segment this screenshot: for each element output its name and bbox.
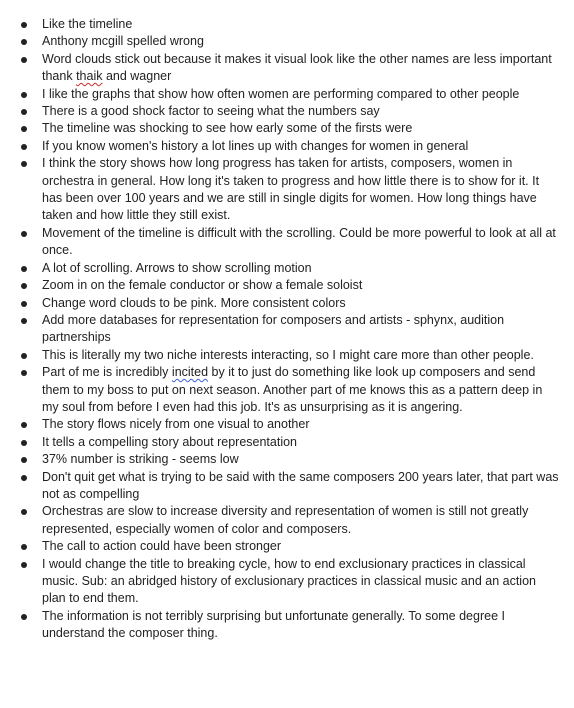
list-item xyxy=(0,416,560,433)
list-item-text: Don't quit get what is trying to be said with the same composers 200 years later, that part was not as compelling xyxy=(42,469,559,501)
list-item xyxy=(0,312,560,347)
list-item xyxy=(0,155,560,225)
bullet-icon xyxy=(21,318,27,324)
list-item-text: This is literally my two niche interests interacting, so I might care more than other people. xyxy=(42,347,534,362)
list-item xyxy=(0,364,560,416)
list-item-text: Change word clouds to be pink. More consistent colors xyxy=(42,295,346,310)
bullet-icon xyxy=(21,562,27,568)
bullet-icon xyxy=(21,422,27,428)
list-item-text: The call to action could have been stronger xyxy=(42,539,282,554)
bullet-icon xyxy=(21,39,27,45)
list-item xyxy=(0,503,560,538)
list-item xyxy=(0,86,560,103)
list-item xyxy=(0,295,560,312)
bullet-icon xyxy=(21,440,27,446)
bullet-icon xyxy=(21,161,27,167)
list-item-text: The story flows nicely from one visual to another xyxy=(42,417,310,432)
list-item xyxy=(0,16,560,33)
bullet-icon xyxy=(21,370,27,376)
bullet-icon xyxy=(21,283,27,289)
bullet-icon xyxy=(21,231,27,237)
list-item-text: It tells a compelling story about representation xyxy=(42,434,297,449)
list-item-text: The timeline was shocking to see how early some of the firsts were xyxy=(42,121,413,136)
bullet-icon xyxy=(21,109,27,115)
list-item xyxy=(0,451,560,468)
list-item-text: Zoom in on the female conductor or show a female soloist xyxy=(42,278,363,293)
list-item-text: There is a good shock factor to seeing what the numbers say xyxy=(42,104,380,119)
list-item xyxy=(0,225,560,260)
list-item-text: I think the story shows how long progress has taken for artists, composers, women in orchestra in general. How long it's taken to progress and how little there is to show for it. It has been over 100 years and we are still in single digits for women. How long things have taken and how little they still exist. xyxy=(42,156,540,223)
list-item xyxy=(0,33,560,50)
list-item-text: If you know women's history a lot lines up with changes for women in general xyxy=(42,138,469,153)
list-item xyxy=(0,260,560,277)
bullet-icon xyxy=(21,301,27,307)
bullet-icon xyxy=(21,544,27,550)
list-item-text: Word clouds stick out because it makes it visual look like the other names are less important thank thaik and wagner xyxy=(42,51,552,84)
list-item-text: Add more databases for representation for composers and artists - sphynx, audition partnerships xyxy=(42,312,505,345)
bullet-icon xyxy=(21,457,27,463)
bullet-icon xyxy=(21,509,27,515)
list-item-text: I like the graphs that show how often women are performing compared to other people xyxy=(42,86,520,101)
list-item xyxy=(0,347,560,364)
list-item-text: 37% number is striking - seems low xyxy=(42,452,239,467)
list-item xyxy=(0,608,560,643)
list-item-text: Anthony mcgill spelled wrong xyxy=(42,34,204,49)
spellcheck-word: thaik xyxy=(76,69,103,84)
list-item xyxy=(0,103,560,120)
list-item-text: The information is not terribly surprising but unfortunate generally. To some degree I understand the composer thing. xyxy=(42,608,505,641)
list-item xyxy=(0,538,560,555)
list-item xyxy=(0,120,560,137)
list-item-text: Like the timeline xyxy=(42,17,133,31)
spellcheck-word: incited xyxy=(171,365,209,380)
list-item-text: A lot of scrolling. Arrows to show scrolling motion xyxy=(42,260,312,275)
list-item xyxy=(0,556,560,608)
list-item xyxy=(0,277,560,294)
bullet-icon xyxy=(21,353,27,359)
list-item xyxy=(0,434,560,451)
list-item xyxy=(0,469,560,504)
bullet-icon xyxy=(21,475,27,481)
bullet-list xyxy=(0,16,560,643)
list-item-text: Orchestras are slow to increase diversity and representation of women is still not greatly represented, especially women of color and composers. xyxy=(42,504,529,536)
bullet-icon xyxy=(21,126,27,132)
list-item xyxy=(0,51,560,86)
bullet-icon xyxy=(21,92,27,98)
list-item-text: Movement of the timeline is difficult with the scrolling. Could be more powerful to look at all at once. xyxy=(42,225,556,258)
list-item xyxy=(0,138,560,155)
bullet-icon xyxy=(21,266,27,272)
bullet-icon xyxy=(21,22,27,28)
list-item-text: I would change the title to breaking cycle, how to end exclusionary practices in classical music. Sub: an abridged history of exclusionary practices in classical music and an action plan to end them. xyxy=(42,556,536,606)
bullet-icon xyxy=(21,57,27,63)
bullet-icon xyxy=(21,614,27,620)
bullet-icon xyxy=(21,144,27,150)
list-item-text: Part of me is incredibly incited by it to just do something like look up composers and send them to my boss to put on next season. Another part of me knows this as a pattern deep in my soul from before I even had this job. It's as unsurprising as it is angering. xyxy=(42,365,543,414)
